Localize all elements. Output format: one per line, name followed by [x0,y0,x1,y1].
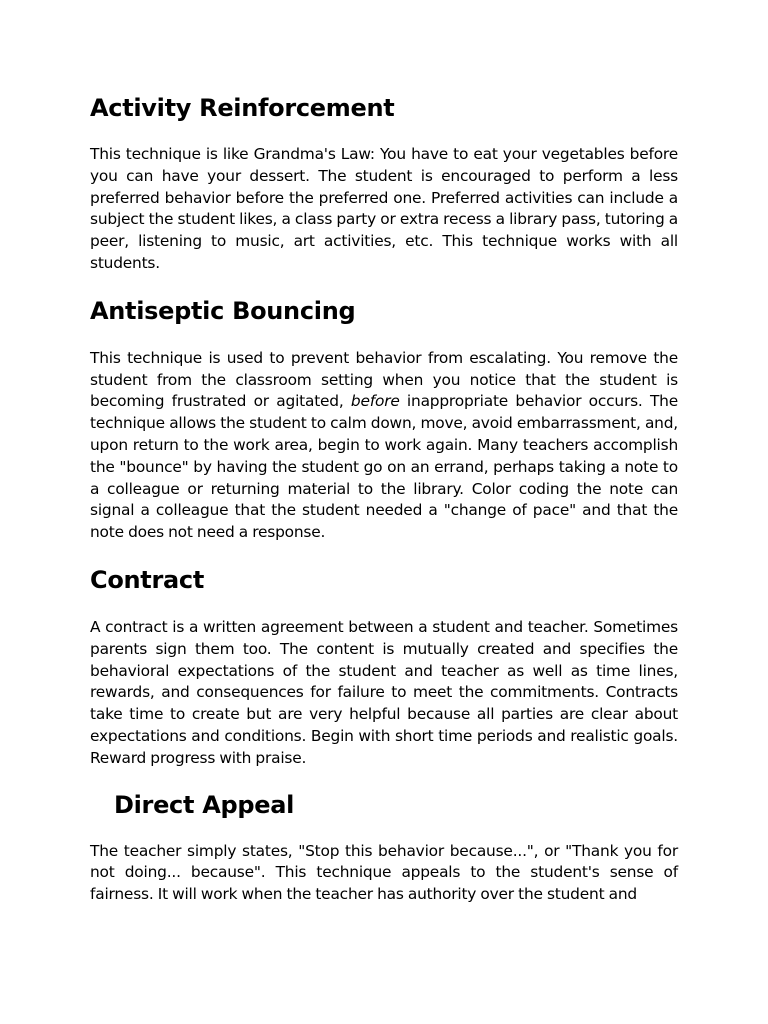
paragraph-contract: A contract is a written agreement between a student and teacher. Sometimes parents sign them too. The content is mutually created and specifies the behavioral expectations of the student and teacher as well as time lines, rewards, and consequences for failure to meet the commitments. Contracts take time to create but are very helpful because all parties are clear about expectations and conditions. Begin with short time periods and realistic goals. Reward progress with praise. [90,617,678,767]
paragraph-activity-reinforcement: This technique is like Grandma's Law: You have to eat your vegetables before you can have your dessert. The student is encouraged to perform a less preferred behavior before the preferred one. Preferred activities can include a subject the student likes, a class party or extra recess a library pass, tutoring a peer, listening to music, art activities, etc. This technique works with all students. [90,145,678,272]
emphasis-before: before [350,392,400,411]
paragraph-antiseptic-bouncing [90,348,678,544]
paragraph-text-after: inappropriate behavior occurs. The technique allows the student to calm down, move, avoid embarrassment, and, upon return to the work area, begin to work again. Many teachers accomplish the "bounce" by having the student go on an errand, perhaps taking a note to a colleague or returning material to the library. Color coding the note can signal a colleague that the student needed a "change of pace" and that the note does not need a response. [90,392,678,542]
heading-direct-appeal: Direct Appeal [114,790,295,819]
document-page [90,0,678,906]
paragraph-text-before: This technique is used to prevent behavior from escalating. You remove the student from the classroom setting when you notice that the student is becoming frustrated or agitated, [90,348,678,411]
heading-antiseptic-bouncing: Antiseptic Bouncing [90,296,356,325]
paragraph-direct-appeal: The teacher simply states, "Stop this behavior because...", or "Thank you for not doing... because". This technique appeals to the student's sense of fairness. It will work when the teacher has authority over the student and [90,841,678,904]
heading-activity-reinforcement: Activity Reinforcement [90,94,395,122]
heading-contract: Contract [90,565,204,594]
